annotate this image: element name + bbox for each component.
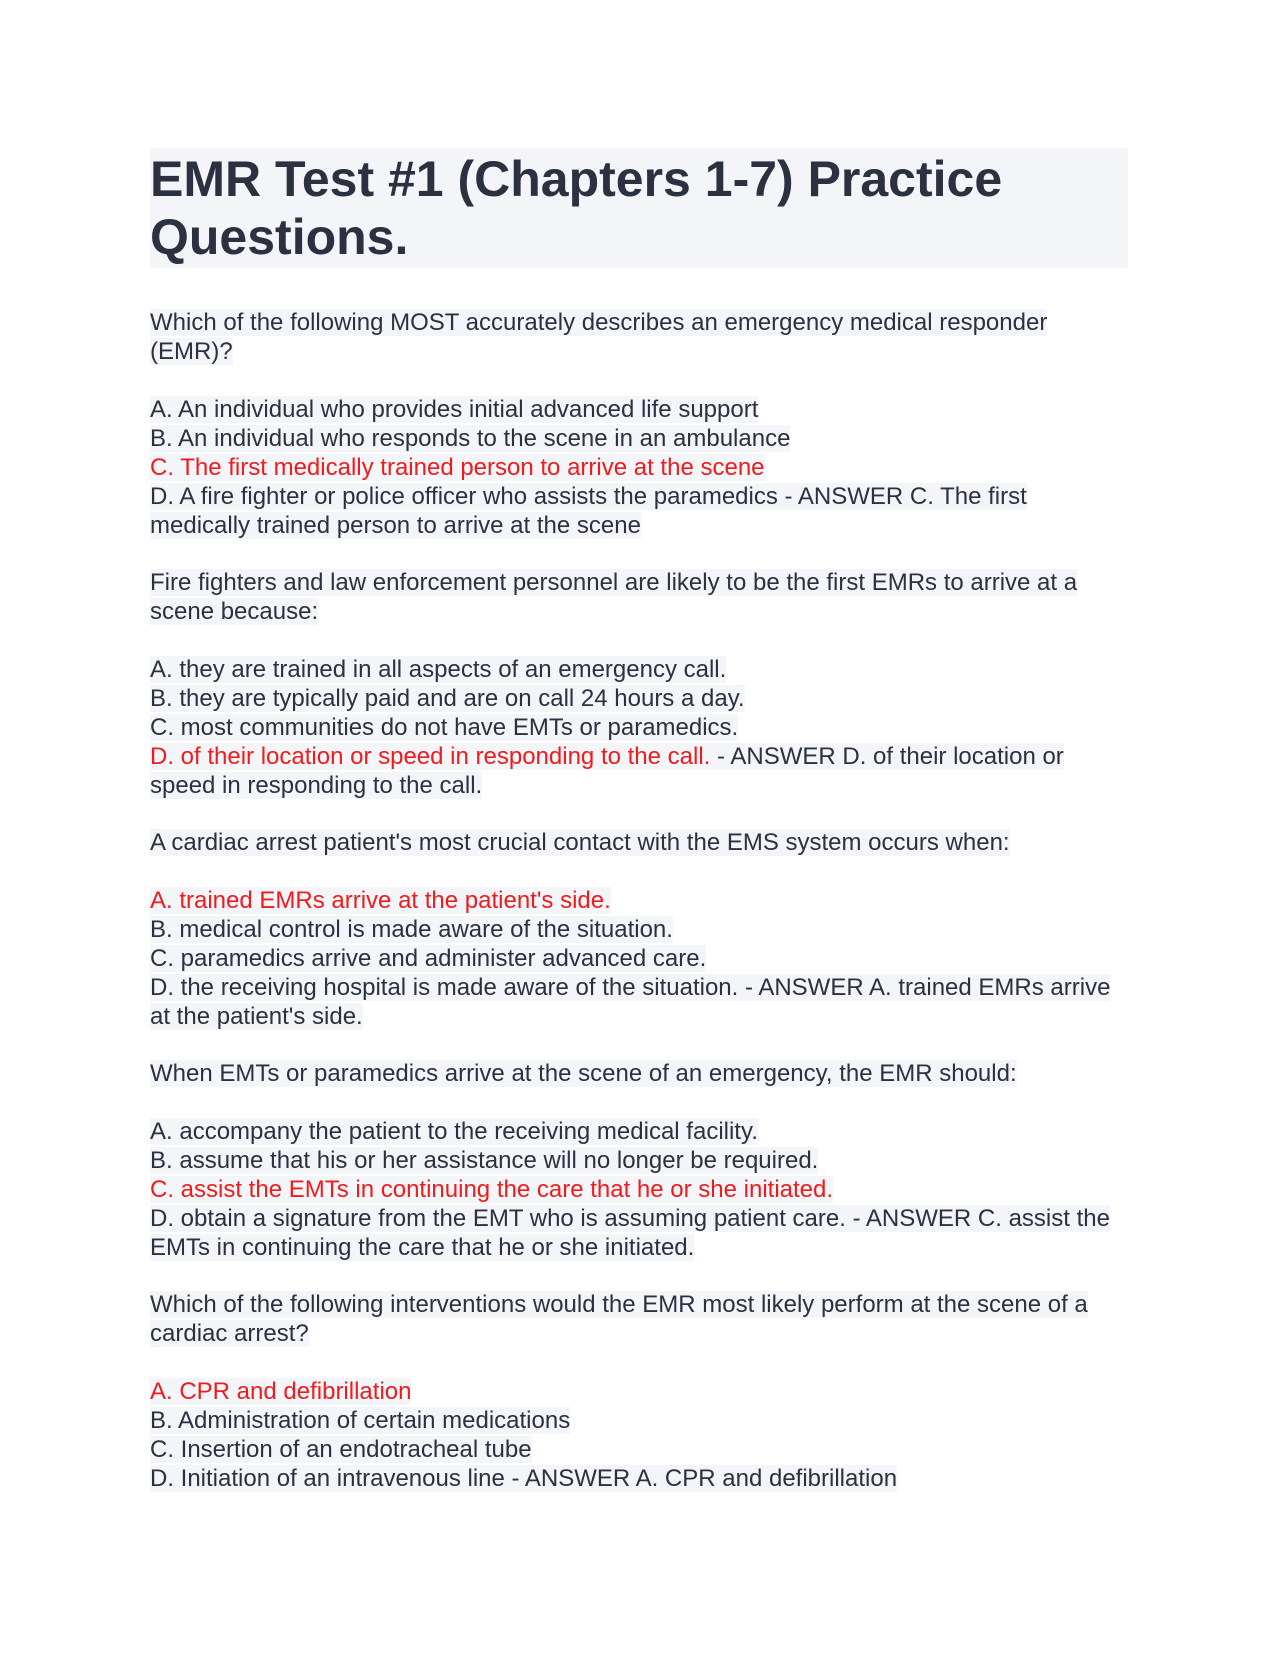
answer-key: - ANSWER A. CPR and defibrillation: [504, 1465, 898, 1492]
option-list: [150, 886, 1128, 1031]
question-block: [150, 1290, 1128, 1493]
question-prompt: When EMTs or paramedics arrive at the scene of an emergency, the EMR should:: [150, 1060, 1017, 1087]
answer-key: - ANSWER C. The first medically trained person to arrive at the scene: [150, 483, 1027, 539]
option-b: B. they are typically paid and are on call 24 hours a day.: [150, 685, 745, 712]
question-block: [150, 308, 1128, 540]
question-prompt: A cardiac arrest patient's most crucial contact with the EMS system occurs when:: [150, 829, 1010, 856]
option-a: A. An individual who provides initial advanced life support: [150, 396, 759, 423]
option-a-correct: A. trained EMRs arrive at the patient's side.: [150, 887, 611, 914]
question-block: [150, 568, 1128, 800]
question-prompt: Which of the following MOST accurately describes an emergency medical responder (EMR)?: [150, 309, 1048, 365]
option-list: [150, 395, 1128, 540]
option-list: [150, 1377, 1128, 1493]
option-c: C. most communities do not have EMTs or paramedics.: [150, 714, 739, 741]
answer-key: - ANSWER A. trained EMRs arrive at the patient's side.: [150, 974, 1111, 1030]
option-b: B. medical control is made aware of the situation.: [150, 916, 673, 943]
option-c-correct: C. The first medically trained person to arrive at the scene: [150, 454, 765, 481]
option-b: B. An individual who responds to the scene in an ambulance: [150, 425, 791, 452]
option-c-correct: C. assist the EMTs in continuing the care that he or she initiated.: [150, 1176, 834, 1203]
option-d-with-answer: D. obtain a signature from the EMT who is assuming patient care. - ANSWER C. assist the EMTs in continuing the care that he or she initiated.: [150, 1205, 1110, 1261]
question-block: [150, 828, 1128, 1031]
option-a-correct: A. CPR and defibrillation: [150, 1378, 412, 1405]
document-page: [150, 148, 1128, 1493]
question-prompt: Fire fighters and law enforcement personnel are likely to be the first EMRs to arrive at a scene because:: [150, 569, 1078, 625]
option-b: B. assume that his or her assistance will no longer be required.: [150, 1147, 819, 1174]
option-list: [150, 1117, 1128, 1262]
question-block: [150, 1059, 1128, 1262]
option-a: A. accompany the patient to the receiving medical facility.: [150, 1118, 758, 1145]
option-b: B. Administration of certain medications: [150, 1407, 571, 1434]
option-d-with-answer: D. the receiving hospital is made aware of the situation. - ANSWER A. trained EMRs arrive at the patient's side.: [150, 974, 1111, 1030]
answer-key: - ANSWER D. of their location or speed in responding to the call.: [150, 743, 1064, 799]
answer-key: - ANSWER C. assist the EMTs in continuing the care that he or she initiated.: [150, 1205, 1110, 1261]
option-d-correct-with-answer: D. of their location or speed in responding to the call. - ANSWER D. of their location or speed in responding to the call.: [150, 743, 1064, 799]
option-c: C. Insertion of an endotracheal tube: [150, 1436, 532, 1463]
page-title: EMR Test #1 (Chapters 1-7) Practice Questions.: [150, 148, 1128, 268]
option-list: [150, 655, 1128, 800]
option-d-with-answer: D. A fire fighter or police officer who assists the paramedics - ANSWER C. The first medically trained person to arrive at the scene: [150, 483, 1027, 539]
question-prompt: Which of the following interventions would the EMR most likely perform at the scene of a cardiac arrest?: [150, 1291, 1088, 1347]
option-a: A. they are trained in all aspects of an emergency call.: [150, 656, 727, 683]
option-d-with-answer: D. Initiation of an intravenous line - ANSWER A. CPR and defibrillation: [150, 1465, 898, 1492]
option-c: C. paramedics arrive and administer advanced care.: [150, 945, 707, 972]
